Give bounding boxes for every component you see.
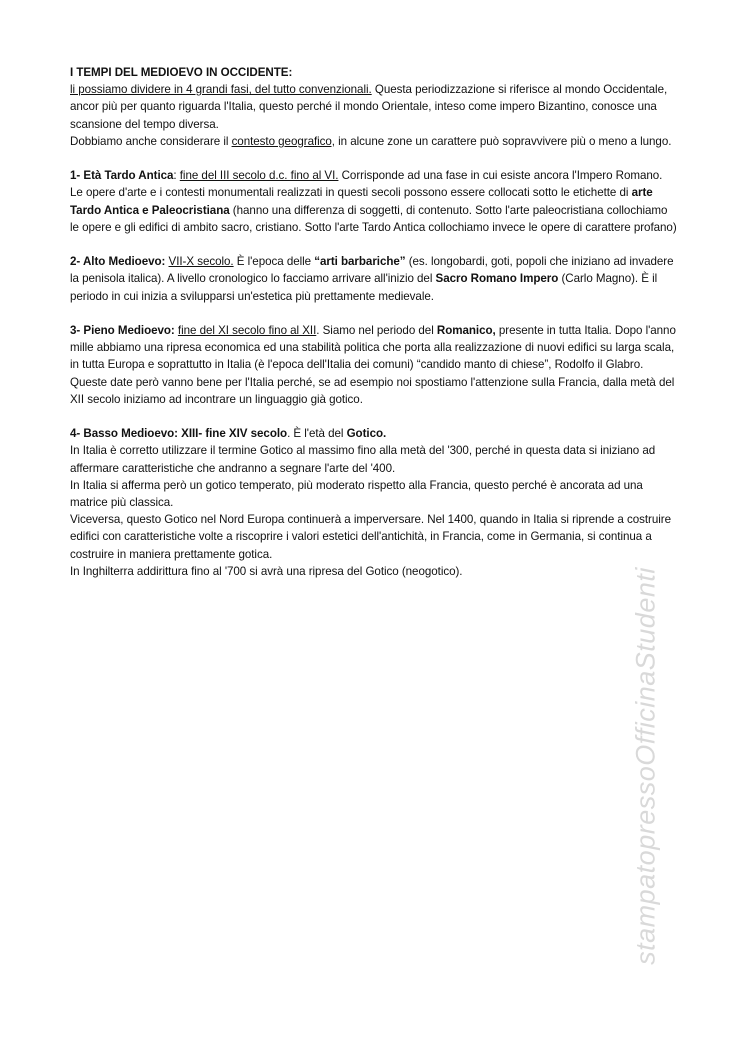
section-1-eta-tardo-antica bbox=[70, 167, 678, 236]
text-run: (Carlo Magno). È il periodo in cui inizia a svilupparsi un'estetica più prettamente medievale. bbox=[70, 272, 658, 303]
text-run: in alcune zone un carattere può sopravvivere più o meno a lungo. bbox=[334, 134, 672, 148]
title-heading bbox=[70, 64, 678, 81]
text-run: Corrisponde ad una fase in cui esiste ancora l'Impero Romano. Le opere d'arte e i contesti monumentali realizzati in questi secoli possono essere collocati sotto le etichette di bbox=[70, 169, 663, 200]
text-run: 2- Alto Medioevo: bbox=[70, 255, 169, 269]
intro-paragraph-2 bbox=[70, 133, 678, 150]
text-run: fine del XI secolo fino al XII bbox=[177, 324, 317, 337]
text-run: Viceversa, questo Gotico nel Nord Europa continuerà a imperversare. Nel 1400, quando in Italia si riprende a costruire edifici con caratteristiche volte a riscoprire i valori estetici dell'antichità, in Francia, come in Germania, si continua a costruire in maniera prettamente gotica. bbox=[70, 513, 671, 561]
text-run: È l'epoca delle bbox=[233, 255, 315, 269]
text-run: : bbox=[173, 169, 180, 183]
section-4-paragraph-4 bbox=[70, 511, 678, 563]
intro-paragraph bbox=[70, 81, 678, 133]
text-run: In Italia è corretto utilizzare il termine Gotico al massimo fino alla metà del '300, perché in questa data si iniziano ad affermare caratteristiche che andranno a segnare l'arte del '400. bbox=[70, 444, 656, 475]
text-run: 4- Basso Medioevo: XIII- fine XIV secolo bbox=[70, 427, 288, 441]
text-run: (es. longobardi, goti, popoli che iniziano ad invadere la penisola italica). A livello cronologico lo facciamo arrivare all'inizio del bbox=[70, 255, 674, 286]
text-run: Dobbiamo anche considerare il bbox=[70, 134, 232, 148]
section-4-paragraph-3 bbox=[70, 477, 678, 511]
section-3-pieno-medioevo bbox=[70, 322, 678, 408]
text-run: In Italia si afferma però un gotico temperato, più moderato rispetto alla Francia, questo perché è ancorata ad una matrice più classica. bbox=[70, 478, 643, 510]
document-content bbox=[70, 64, 678, 580]
text-run: (hanno una differenza di soggetti, di contenuto. Sotto l'arte paleocristiana collochiamo le opere e gli edifici di ambito sacro, cristiano. Sotto l'arte Tardo Antica collochiamo invece le opere di carattere profano) bbox=[70, 203, 677, 234]
section-4-basso-medioevo bbox=[70, 425, 678, 442]
text-run: . È l'età del bbox=[287, 427, 347, 441]
section-2-alto-medioevo bbox=[70, 253, 678, 305]
text-run: “arti barbariche” bbox=[314, 255, 406, 269]
text-run: In Inghilterra addirittura fino al '700 si avrà una ripresa del Gotico (neogotico). bbox=[70, 564, 463, 578]
text-run: VII-X secolo. bbox=[168, 255, 234, 269]
text-run: presente in tutta Italia. Dopo l'anno mille abbiamo una ripresa economica ed una stabilità politica che porta alla realizzazione di nuovi edifici su larga scala, in tutta Europa e soprattutto in Italia (è l'epoca dell'Italia dei comuni) “candido manto di chiese”, Rodolfo il Glabro. Queste date però vanno bene per l'Italia perché, se ad esempio noi spostiamo l'attenzione sulla Francia, dalla metà del XII secolo iniziamo ad incontrare un linguaggio già gotico. bbox=[70, 324, 676, 406]
text-run: Sacro Romano Impero bbox=[435, 272, 559, 286]
text-run: contesto geografico, bbox=[231, 134, 335, 148]
text-run: 3- Pieno Medioevo: bbox=[70, 324, 178, 337]
text-run: . Siamo nel periodo del bbox=[316, 324, 437, 337]
text-run: 1- Età Tardo Antica bbox=[70, 169, 174, 183]
watermark-text: stampatopressoOfficinaStudenti bbox=[630, 567, 661, 965]
text-run: arte Tardo Antica e Paleocristiana bbox=[70, 186, 653, 217]
section-4-paragraph-2 bbox=[70, 442, 678, 476]
text-run: Romanico, bbox=[436, 324, 496, 337]
section-4-paragraph-5 bbox=[70, 563, 678, 580]
text-run: li possiamo dividere in 4 grandi fasi, del tutto convenzionali. bbox=[70, 83, 372, 97]
text-run: Gotico. bbox=[346, 427, 387, 441]
text-run: Questa periodizzazione si riferisce al mondo Occidentale, ancor più per quanto riguarda l'Italia, questo perché il mondo Orientale, inteso come impero Bizantino, conosce una scansione del tempo diversa. bbox=[70, 83, 668, 131]
text-run: fine del III secolo d.c. fino al VI. bbox=[179, 169, 339, 183]
text-run: I TEMPI DEL MEDIOEVO IN OCCIDENTE: bbox=[70, 66, 293, 79]
